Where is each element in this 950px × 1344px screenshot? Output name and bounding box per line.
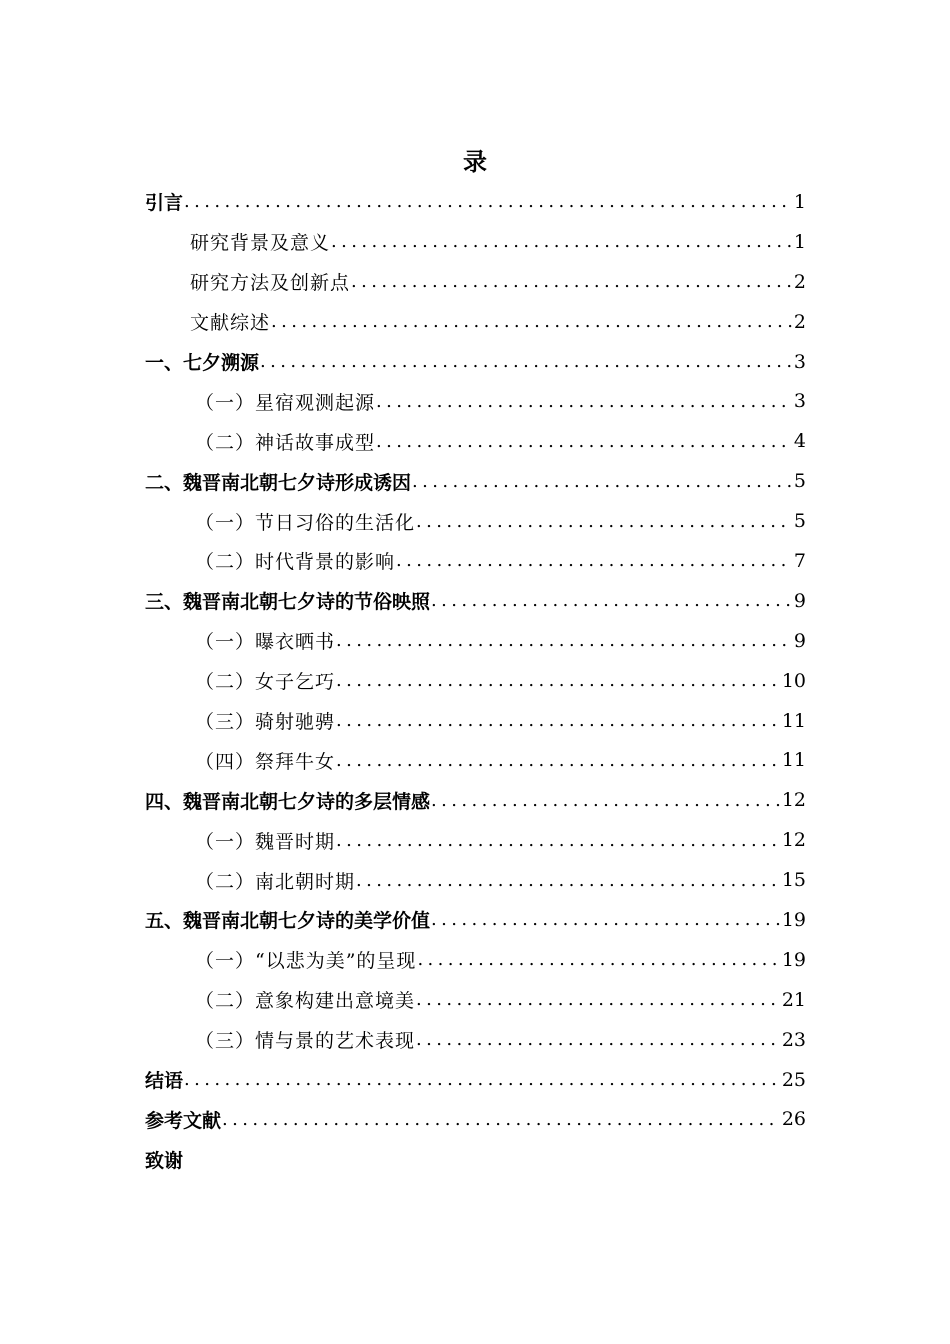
toc-entry-label: 研究方法及创新点	[190, 272, 351, 295]
toc-chapter-entry[interactable]	[145, 1099, 806, 1139]
toc-entry-label: （二）南北朝时期	[195, 870, 356, 893]
toc-page-number: 7	[793, 549, 806, 572]
toc-entry-label: 致谢	[145, 1149, 184, 1172]
dot-leader	[416, 511, 792, 532]
toc-entry-label: （一）“以悲为美”的呈现	[195, 950, 417, 973]
toc-section-entry[interactable]	[145, 381, 806, 421]
toc-chapter-entry[interactable]	[145, 900, 806, 940]
toc-section-entry[interactable]	[145, 501, 806, 541]
toc-entry-label: （一）节日习俗的生活化	[195, 511, 416, 534]
toc-page-number: 1	[793, 190, 806, 213]
toc-entry-label: （四）祭拜牛女	[195, 750, 336, 773]
toc-section-entry[interactable]	[145, 980, 806, 1020]
toc-page-number: 26	[781, 1108, 806, 1131]
toc-chapter-entry[interactable]	[145, 342, 806, 382]
toc-entry-label: 结语	[145, 1070, 184, 1093]
toc-page-number: 3	[793, 390, 806, 413]
toc-page-number: 9	[793, 629, 806, 652]
dot-leader	[431, 790, 780, 811]
dot-leader	[184, 191, 792, 212]
toc-page-number: 21	[781, 988, 806, 1011]
dot-leader	[336, 750, 780, 771]
toc-entry-label: 参考文献	[145, 1109, 222, 1132]
dot-leader	[416, 1029, 780, 1050]
dot-leader	[417, 949, 779, 970]
toc-section-entry[interactable]	[145, 222, 806, 262]
toc-page-number: 19	[781, 908, 806, 931]
toc-page-number: 5	[793, 510, 806, 533]
toc-entry-label: （二）女子乞巧	[195, 671, 336, 694]
toc-page-number: 2	[793, 270, 806, 293]
toc-page-number: 19	[781, 948, 806, 971]
toc-page-number: 12	[781, 829, 806, 852]
toc-page-number: 3	[793, 350, 806, 373]
toc-page-number: 12	[781, 789, 806, 812]
dot-leader	[431, 909, 780, 930]
toc-page-number: 10	[781, 669, 806, 692]
toc-chapter-entry[interactable]	[145, 182, 806, 222]
toc-entry-label: 四、魏晋南北朝七夕诗的多层情感	[145, 790, 431, 813]
toc-page-number: 11	[781, 709, 806, 732]
toc-section-entry[interactable]	[145, 740, 806, 780]
toc-entry-label: （一）魏晋时期	[195, 830, 336, 853]
dot-leader	[260, 351, 792, 372]
toc-section-entry[interactable]	[145, 940, 806, 980]
toc-chapter-entry[interactable]	[145, 461, 806, 501]
toc-page-number: 23	[781, 1028, 806, 1051]
dot-leader	[331, 231, 792, 252]
toc-section-entry[interactable]	[145, 860, 806, 900]
toc-page-number: 2	[793, 310, 806, 333]
dot-leader	[184, 1069, 780, 1090]
toc-section-entry[interactable]	[145, 421, 806, 461]
toc-entry-label: （三）骑射驰骋	[195, 711, 336, 734]
toc-section-entry[interactable]	[145, 1020, 806, 1060]
toc-page-number: 11	[781, 749, 806, 772]
toc-page-number: 4	[793, 430, 806, 453]
toc-page-number: 9	[793, 589, 806, 612]
toc-section-entry[interactable]	[145, 302, 806, 342]
toc-entry-label: 一、七夕溯源	[145, 352, 260, 374]
dot-leader	[376, 391, 792, 412]
toc-section-entry[interactable]	[145, 621, 806, 661]
toc-page-number: 5	[793, 470, 806, 493]
dot-leader	[222, 1109, 780, 1130]
toc-entry-label: 三、魏晋南北朝七夕诗的节俗映照	[145, 591, 431, 614]
toc-entry-label: 引言	[145, 192, 184, 215]
toc-page-number: 25	[781, 1068, 806, 1091]
toc-entry-label: （一）星宿观测起源	[195, 391, 376, 414]
toc-section-entry[interactable]	[145, 541, 806, 581]
dot-leader	[271, 311, 792, 332]
toc-entry-label: 五、魏晋南北朝七夕诗的美学价值	[145, 910, 431, 933]
toc-section-entry[interactable]	[145, 820, 806, 860]
toc-title: 录	[463, 148, 487, 176]
dot-leader	[396, 550, 792, 571]
dot-leader	[412, 471, 792, 492]
toc-entry-label: （二）时代背景的影响	[195, 551, 396, 574]
toc-chapter-entry[interactable]	[145, 581, 806, 621]
toc-entry-label: 研究背景及意义	[190, 232, 331, 255]
toc-entry-label: 文献综述	[190, 312, 271, 335]
toc-entry-label: （一）曝衣晒书	[195, 631, 336, 654]
toc-entry-label: 二、魏晋南北朝七夕诗形成诱因	[145, 471, 412, 494]
dot-leader	[351, 271, 792, 292]
dot-leader	[356, 870, 780, 891]
toc-section-entry[interactable]	[145, 661, 806, 701]
dot-leader	[336, 630, 792, 651]
toc-chapter-entry[interactable]	[145, 1139, 806, 1179]
dot-leader	[376, 431, 792, 452]
toc-chapter-entry[interactable]	[145, 780, 806, 820]
toc-section-entry[interactable]	[145, 262, 806, 302]
dot-leader	[336, 670, 780, 691]
toc-entry-label: （三）情与景的艺术表现	[195, 1030, 416, 1053]
toc-list	[145, 182, 806, 1179]
toc-section-entry[interactable]	[145, 701, 806, 741]
dot-leader	[336, 710, 780, 731]
toc-page-number: 15	[781, 869, 806, 892]
dot-leader	[431, 590, 792, 611]
toc-chapter-entry[interactable]	[145, 1060, 806, 1100]
toc-entry-label: （二）神话故事成型	[195, 431, 376, 454]
dot-leader	[416, 989, 780, 1010]
dot-leader	[336, 830, 780, 851]
toc-page-number: 1	[793, 230, 806, 253]
toc-entry-label: （二）意象构建出意境美	[195, 990, 416, 1013]
